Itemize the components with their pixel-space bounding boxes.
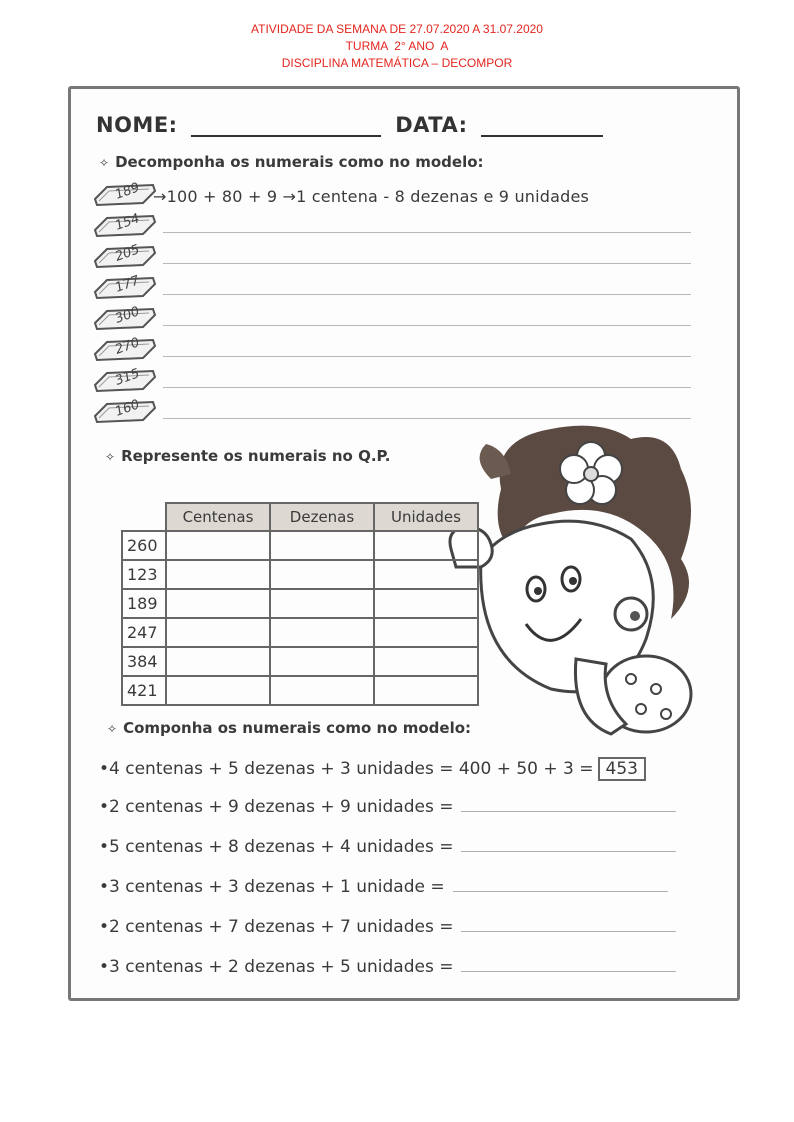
answer-cell[interactable] [374,647,478,676]
compose-item-text: •3 centenas + 3 dezenas + 1 unidade = [99,877,445,897]
star-icon: ✧ [105,450,116,464]
page-header [0,21,794,72]
compose-item [99,797,676,817]
answer-cell[interactable] [166,676,270,705]
answer-cell[interactable] [374,618,478,647]
qp-instruction [105,447,390,465]
name-label: NOME: [96,113,178,137]
table-row [122,618,478,647]
table-header-row [122,503,478,531]
tag-number: 177 [113,273,142,296]
answer-cell[interactable] [270,531,374,560]
answer-line[interactable] [163,263,691,264]
compose-item [99,957,676,977]
answer-cell[interactable] [270,618,374,647]
date-field[interactable] [481,119,603,137]
model-answer-box: 453 [598,757,646,781]
answer-cell[interactable] [374,589,478,618]
answer-cell[interactable] [166,589,270,618]
tag-number: 300 [113,304,142,327]
tag-number: 205 [113,242,142,265]
answer-cell[interactable] [270,647,374,676]
answer-line[interactable] [461,968,676,972]
answer-cell[interactable] [166,647,270,676]
compose-item [99,837,676,857]
answer-cell[interactable] [270,560,374,589]
column-header: Centenas [166,503,270,531]
compose-instruction [107,719,471,737]
header-subject: DISCIPLINA MATEMÁTICA – DECOMPOR [281,56,513,70]
tag-number: 160 [113,397,142,420]
answer-line[interactable] [453,888,668,892]
compose-item-text: •3 centenas + 2 dezenas + 5 unidades = [99,957,454,977]
number-tag [93,367,157,393]
answer-cell[interactable] [270,676,374,705]
compose-item [99,917,676,937]
answer-cell[interactable] [374,531,478,560]
decompose-instruction [99,153,484,171]
number-tag [93,212,157,238]
answer-line[interactable] [461,928,676,932]
number-tag [93,398,157,424]
table-row [122,647,478,676]
star-icon: ✧ [99,156,110,170]
decompose-model-text: →100 + 80 + 9 →1 centena - 8 dezenas e 9 unidades [153,187,590,206]
star-icon: ✧ [107,722,118,736]
compose-model-text: •4 centenas + 5 dezenas + 3 unidades = 400 + 50 + 3 = [99,759,594,779]
header-class: TURMA 2° ANO A [345,39,449,53]
row-number: 421 [122,676,166,705]
worksheet [68,86,740,1001]
row-number: 123 [122,560,166,589]
table-row [122,676,478,705]
table-row [122,531,478,560]
answer-cell[interactable] [166,531,270,560]
number-tag [93,243,157,269]
answer-line[interactable] [163,387,691,388]
row-number: 247 [122,618,166,647]
row-number: 384 [122,647,166,676]
answer-cell[interactable] [166,618,270,647]
compose-item-text: •5 centenas + 8 dezenas + 4 unidades = [99,837,454,857]
tag-number: 189 [113,180,142,203]
place-value-table [121,502,479,706]
name-date-row [96,113,603,137]
compose-model [99,757,646,781]
answer-line[interactable] [163,325,691,326]
decompose-instruction-text: Decomponha os numerais como no modelo: [115,153,484,171]
answer-line[interactable] [163,356,691,357]
tag-number: 270 [113,335,142,358]
answer-line[interactable] [163,232,691,233]
answer-cell[interactable] [374,560,478,589]
row-number: 260 [122,531,166,560]
answer-line[interactable] [461,848,676,852]
number-tag [93,305,157,331]
answer-cell[interactable] [270,589,374,618]
answer-line[interactable] [461,808,676,812]
column-header: Unidades [374,503,478,531]
header-activity-week: ATIVIDADE DA SEMANA DE 27.07.2020 A 31.07.2020 [251,22,543,36]
column-header: Dezenas [270,503,374,531]
table-row [122,589,478,618]
compose-item-text: •2 centenas + 9 dezenas + 9 unidades = [99,797,454,817]
compose-item-text: •2 centenas + 7 dezenas + 7 unidades = [99,917,454,937]
tag-number: 315 [113,366,142,389]
answer-line[interactable] [163,294,691,295]
answer-cell[interactable] [166,560,270,589]
row-number: 189 [122,589,166,618]
tag-number: 154 [113,211,142,234]
compose-instruction-text: Componha os numerais como no modelo: [123,719,472,737]
number-tag [93,336,157,362]
date-label: DATA: [395,113,468,137]
answer-cell[interactable] [374,676,478,705]
number-tag [93,181,157,207]
name-field[interactable] [191,119,381,137]
number-tag [93,274,157,300]
qp-instruction-text: Represente os numerais no Q.P. [121,447,391,465]
table-row [122,560,478,589]
compose-item [99,877,668,897]
